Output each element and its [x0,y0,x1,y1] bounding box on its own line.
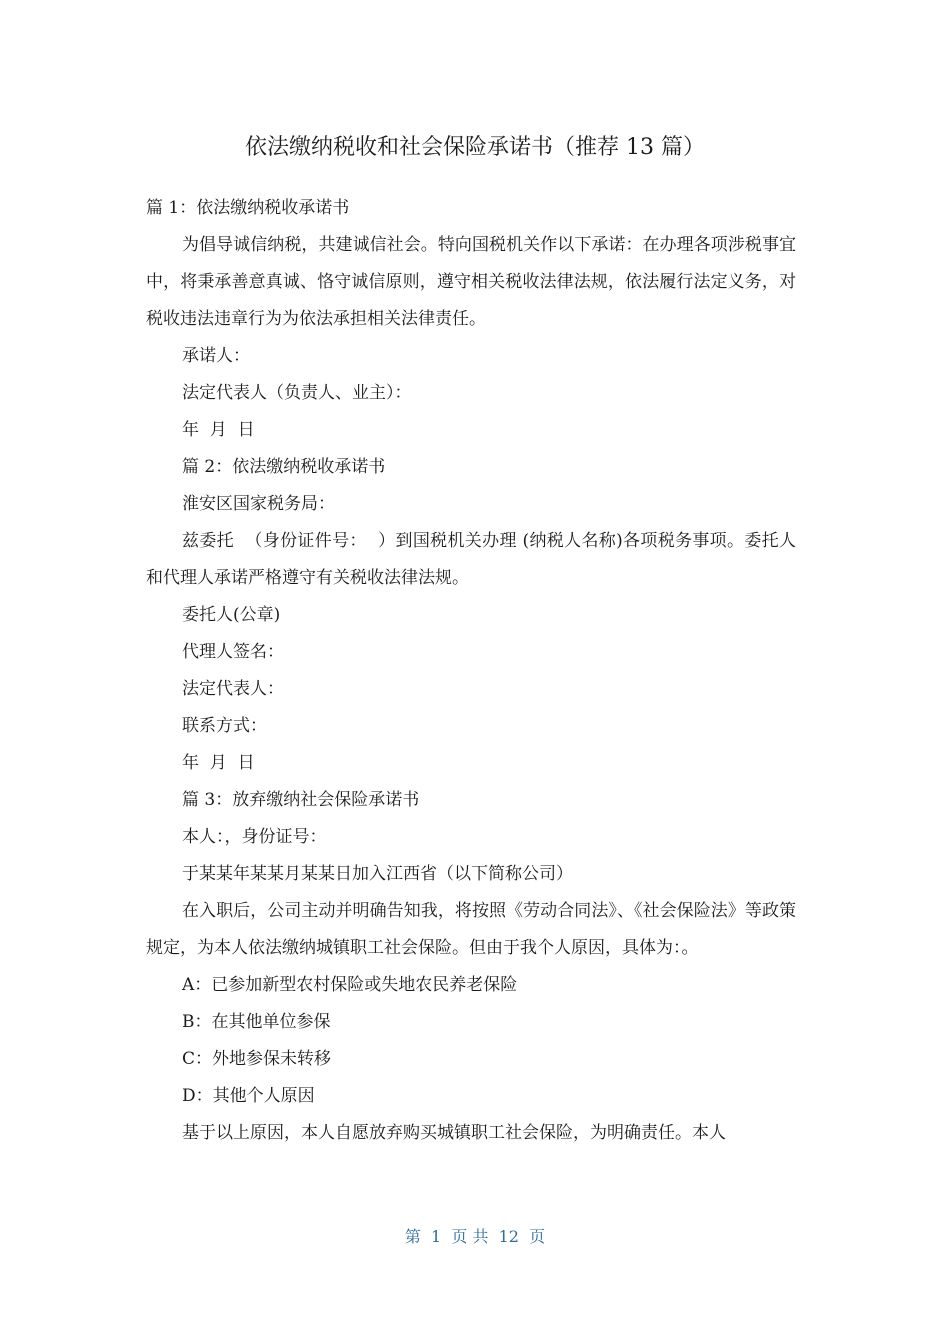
paragraph: 于某某年某某月某某日加入江西省（以下简称公司） [182,864,573,884]
paragraph: 承诺人： [182,346,250,366]
list-item: D：其他个人原因 [182,1086,315,1106]
document-title: 依法缴纳税收和社会保险承诺书（推荐 13 篇） [245,135,705,160]
paragraph: 基于以上原因，本人自愿放弃购买城镇职工社会保险，为明确责任。本人 [182,1123,726,1143]
list-item: A：已参加新型农村保险或失地农民养老保险 [182,975,518,995]
paragraph: 联系方式： [182,716,267,736]
paragraph: 年 月 日 [182,420,255,440]
paragraph: 在入职后，公司主动并明确告知我，将按照《劳动合同法》、《社会保险法》等政策规定，为本人依法缴纳城镇职工社会保险。但由于我个人原因，具体为：。 [146,901,796,958]
section-heading: 篇 1：依法缴纳税收承诺书 [146,198,350,218]
paragraph: 委托人(公章) [182,605,281,625]
page-number: 第 1 页 共 12 页 [404,1227,546,1246]
paragraph: 本人：，身份证号： [182,827,327,847]
document-body [146,190,796,1152]
paragraph: 法定代表人： [182,679,284,699]
paragraph: 淮安区国家税务局： [182,494,335,514]
paragraph: 为倡导诚信纳税，共建诚信社会。特向国税机关作以下承诺：在办理各项涉税事宜中，将秉承善意真诚、恪守诚信原则，遵守相关税收法律法规，依法履行法定义务，对税收违法违章行为为依法承担相关法律责任。 [146,235,796,329]
section-heading: 篇 3：放弃缴纳社会保险承诺书 [182,790,420,810]
section-heading: 篇 2：依法缴纳税收承诺书 [182,457,386,477]
list-item: B：在其他单位参保 [182,1012,331,1032]
paragraph: 兹委托 （身份证件号： ）到国税机关办理 (纳税人名称)各项税务事项。委托人和代理人承诺严格遵守有关税收法律法规。 [146,531,796,588]
paragraph: 代理人签名： [182,642,284,662]
list-item: C：外地参保未转移 [182,1049,332,1069]
paragraph: 法定代表人（负责人、业主）： [182,383,412,403]
paragraph: 年 月 日 [182,753,255,773]
